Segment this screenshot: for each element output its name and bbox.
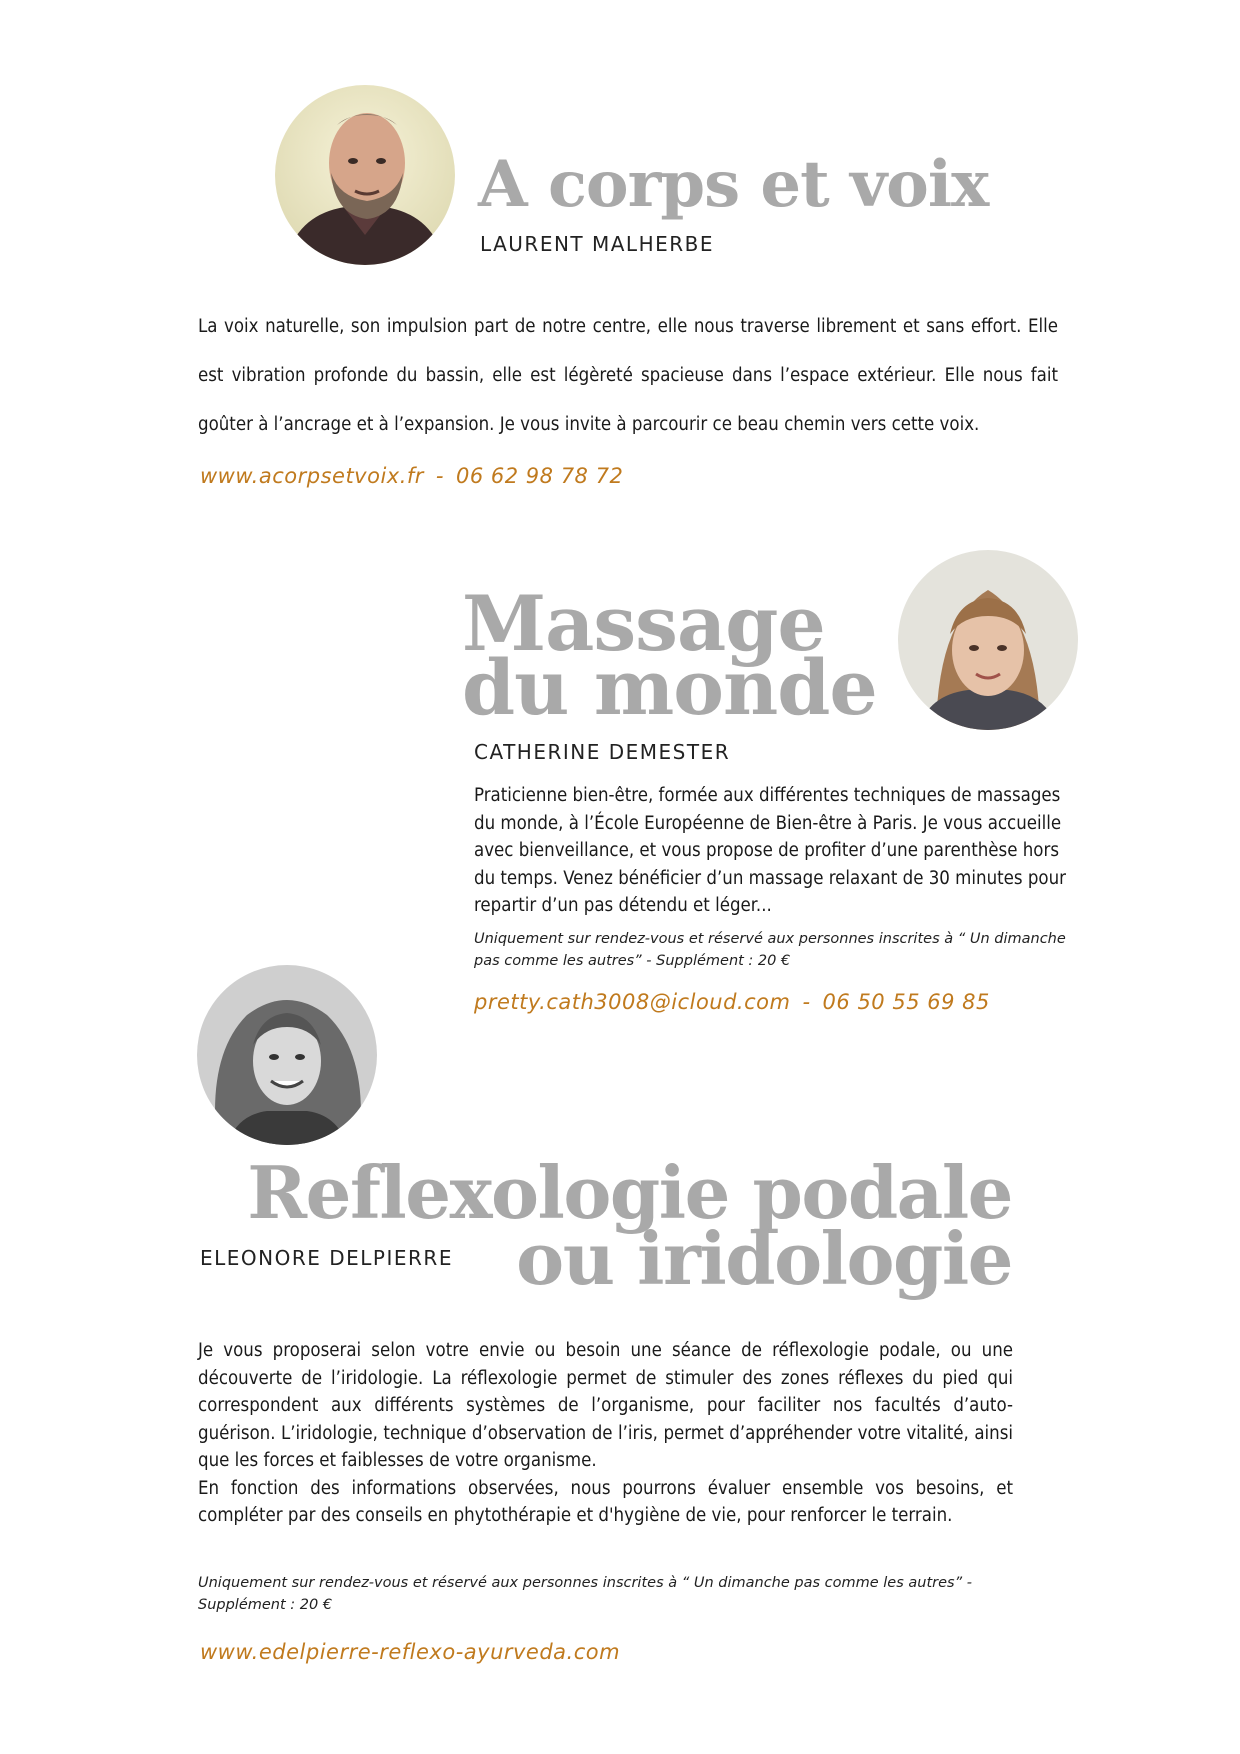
title-line-massage: Massage	[462, 579, 825, 668]
website-link-acorpsetvoix[interactable]: www.acorpsetvoix.fr	[200, 464, 424, 488]
description-paragraph: Praticienne bien-être, formée aux différentes techniques de massages du monde, à l’École Européenne de Bien-être à Paris. Je vous accueille avec bienveillance, et vous propose de profiter d’une parenthèse hors du temps. Venez bénéficier d’un massage relaxant de 30 minutes pour repartir d’un pas détendu et léger...	[474, 785, 1066, 916]
section-description-reflexologie	[198, 1337, 1013, 1530]
title-line-ou-iridologie: ou iridologie	[516, 1216, 1012, 1301]
description-paragraph: Je vous proposerai selon votre envie ou besoin une séance de réflexologie podale, ou une découverte de l’iridologie. La réflexologie permet de stimuler des zones réflexes du pied qui correspondent aux différents systèmes de l’organisme, pour faciliter nos facultés d’auto-guérison. L’iridologie, technique d’observation de l’iris, permet d’appréhender votre vitalité, ainsi que les forces et faiblesses de votre organisme.	[198, 1340, 1013, 1471]
section-title-massage-du-monde	[462, 579, 877, 732]
section-description-massage	[474, 782, 1074, 920]
title-line-du-monde: du monde	[462, 643, 877, 732]
contact-line-acorpsetvoix	[200, 464, 623, 488]
title-line-reflexologie-podale: Reflexologie podale	[247, 1150, 1012, 1235]
avatar-eleonore-delpierre	[197, 965, 377, 1145]
section-title-reflexologie	[192, 1150, 1012, 1301]
section-title-a-corps-et-voix: A corps et voix	[478, 147, 989, 222]
contact-line-catherine	[474, 990, 990, 1014]
section-description-voice	[198, 302, 1058, 449]
appointment-note-massage: Uniquement sur rendez-vous et réservé aux personnes inscrites à “ Un dimanche pas comme les autres” - Supplément : 20 €	[474, 931, 1066, 969]
phone-number-catherine[interactable]: 06 50 55 69 85	[822, 990, 990, 1014]
appointment-note-reflexologie: Uniquement sur rendez-vous et réservé aux personnes inscrites à “ Un dimanche pas comme les autres” - Supplément : 20 €	[198, 1575, 972, 1613]
portrait-woman-bw-photo	[197, 965, 377, 1145]
email-link-catherine[interactable]: pretty.cath3008@icloud.com	[474, 990, 791, 1014]
contact-separator: -	[435, 464, 444, 488]
avatar-catherine-demester	[898, 550, 1078, 730]
portrait-woman-photo	[898, 550, 1078, 730]
portrait-man-photo	[275, 85, 455, 265]
practitioner-name-catherine-demester: CATHERINE DEMESTER	[474, 740, 731, 764]
avatar-laurent-malherbe	[275, 85, 455, 265]
description-paragraph: La voix naturelle, son impulsion part de notre centre, elle nous traverse librement et sans effort. Elle est vibration profonde du bassin, elle est légèreté spacieuse dans l’espace extérieur. Elle nous fait goûter à l’ancrage et à l’expansion. Je vous invite à parcourir ce beau chemin vers cette voix.	[198, 316, 1058, 435]
website-link-edelpierre[interactable]: www.edelpierre-reflexo-ayurveda.com	[200, 1640, 621, 1664]
practitioner-name-laurent-malherbe: LAURENT MALHERBE	[480, 232, 714, 256]
contact-separator: -	[802, 990, 811, 1014]
description-paragraph: En fonction des informations observées, nous pourrons évaluer ensemble vos besoins, et compléter par des conseils en phytothérapie et d'hygiène de vie, pour renforcer le terrain.	[198, 1477, 1013, 1526]
phone-number-laurent[interactable]: 06 62 98 78 72	[456, 464, 624, 488]
practitioner-name-eleonore-delpierre: ELEONORE DELPIERRE	[200, 1246, 453, 1270]
